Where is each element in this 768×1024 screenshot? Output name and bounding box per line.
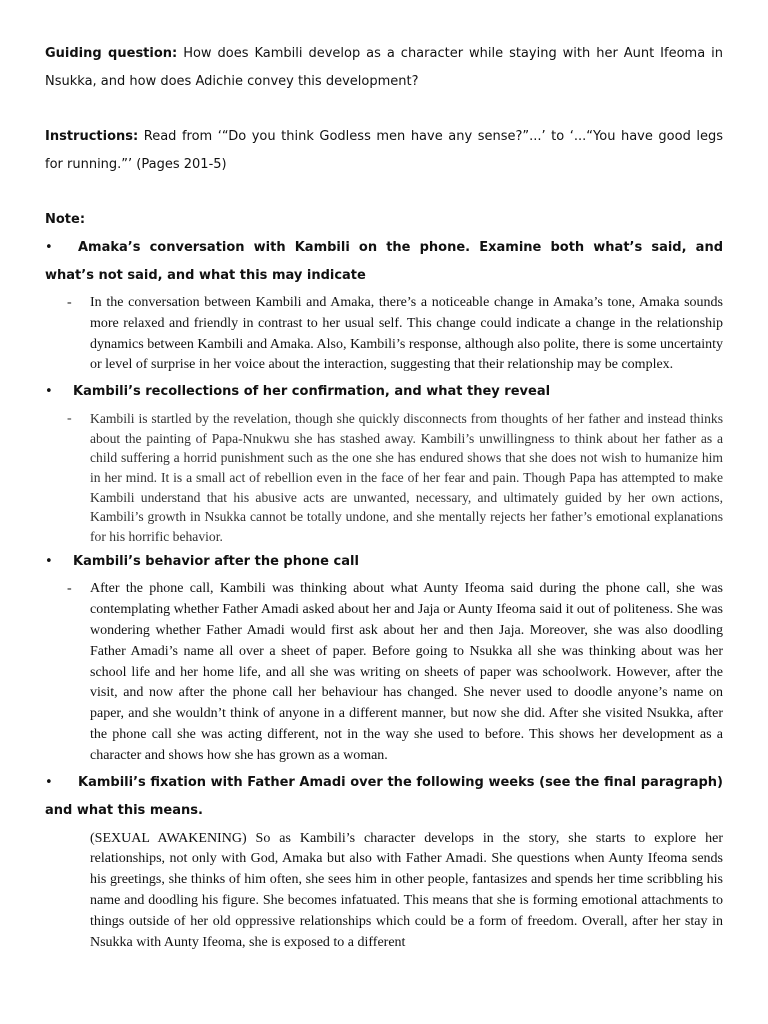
bullet-heading: Kambili’s recollections of her confirmation, and what they reveal — [73, 384, 551, 400]
bullet-marker: • — [45, 774, 53, 790]
bullet-body: (SEXUAL AWAKENING) So as Kambili’s character develops in the story, she starts to explore her relationships, not only with God, Amaka but also with Father Amadi. She questions when Aunty Ifeoma sends his greetings, she thinks of him often, she sees him in other people, fantasizes and spends her time scribbling his name and doodling his figure. She becomes infatuated. This means that she is forming emotional attachments to things outside of her old oppressive relationships which could be a form of freedom. Overall, after her stay in Nsukka with Aunty Ifeoma, she is exposed to a different — [90, 830, 723, 950]
bullet-heading: Kambili’s behavior after the phone call — [73, 554, 359, 570]
dash-marker: - — [67, 411, 72, 427]
paragraph-item — [45, 829, 723, 954]
bullet-heading: Amaka’s conversation with Kambili on the phone. Examine both what’s said, and what’s not said, and what this may indicate — [45, 240, 723, 283]
bullet-item — [45, 548, 723, 576]
bullet-marker: • — [45, 554, 53, 570]
dash-item — [45, 579, 723, 766]
instructions-label: Instructions: — [45, 129, 139, 144]
bullet-marker: • — [45, 240, 53, 255]
bullet-body: Kambili is startled by the revelation, though she quickly disconnects from thoughts of her father and instead thinks about the painting of Papa-Nnukwu she has stashed away. Kambili’s unwillingness to think about her father as a child suffering a horrid punishment such as the one she has endured shows that she does not wish to humanize him in her mind. It is a small act of rebellion even in the face of her fear and pain. Though Papa has attempted to make Kambili understand that his abusive acts are unwanted, necessary, and ultimately guided by her own actions, Kambili’s growth in Nsukka cannot be totally undone, and she mentally rejects her father’s emotional explanations for his horrific behavior. — [90, 411, 723, 544]
bullet-item — [45, 769, 723, 825]
bullet-heading: Kambili’s fixation with Father Amadi over the following weeks (see the final paragraph) and what this means. — [45, 774, 723, 818]
document-page — [45, 40, 723, 953]
guiding-question — [45, 40, 723, 96]
note-label: Note: — [45, 212, 86, 227]
dash-marker: - — [67, 295, 72, 310]
spacer — [45, 179, 723, 206]
bullet-body: After the phone call, Kambili was thinking about what Aunty Ifeoma said during the phone call, she was contemplating whether Father Amadi asked about her and Jaja or Aunty Ifeoma said it out of politeness. She was wondering whether Father Amadi would first ask about her and then Jaja. Moreover, she was also doodling Father Amadi’s name all over a sheet of paper. Before going to Nsukka all she was thinking about was her school life and her home life, and all she was writing on sheets of paper was schoolwork. However, after the visit, and now after the phone call her behaviour has changed. She never used to doodle anyone’s name on paper, and she wouldn’t think of anyone in a different manner, but now she did. After she visited Nsukka, after the phone call she was acting different, not in the way she used to before. This shows her development as a character and shows how she has grown as a woman. — [90, 581, 723, 763]
dash-item — [45, 293, 723, 376]
instructions — [45, 123, 723, 179]
spacer — [45, 96, 723, 123]
instructions-text: Read from ‘“Do you think Godless men have any sense?”...’ to ‘...“You have good legs for running.”’ (Pages 201-5) — [45, 129, 723, 172]
bullet-marker: • — [45, 384, 53, 400]
bullet-item — [45, 234, 723, 290]
guiding-question-text: How does Kambili develop as a character while staying with her Aunt Ifeoma in Nsukka, and how does Adichie convey this development? — [45, 46, 723, 89]
dash-marker: - — [67, 581, 72, 597]
bullet-body: In the conversation between Kambili and Amaka, there’s a noticeable change in Amaka’s tone, Amaka sounds more relaxed and friendly in contrast to her usual self. This change could indicate a change in the relationship dynamics between Kambili and Amaka. Also, Kambili’s response, although also polite, there is some uncertainty or level of surprise in her voice about the interaction, suggesting that their relationship may be complex. — [90, 295, 723, 373]
bullet-item — [45, 378, 723, 406]
dash-item — [45, 409, 723, 546]
guiding-question-label: Guiding question: — [45, 46, 178, 61]
